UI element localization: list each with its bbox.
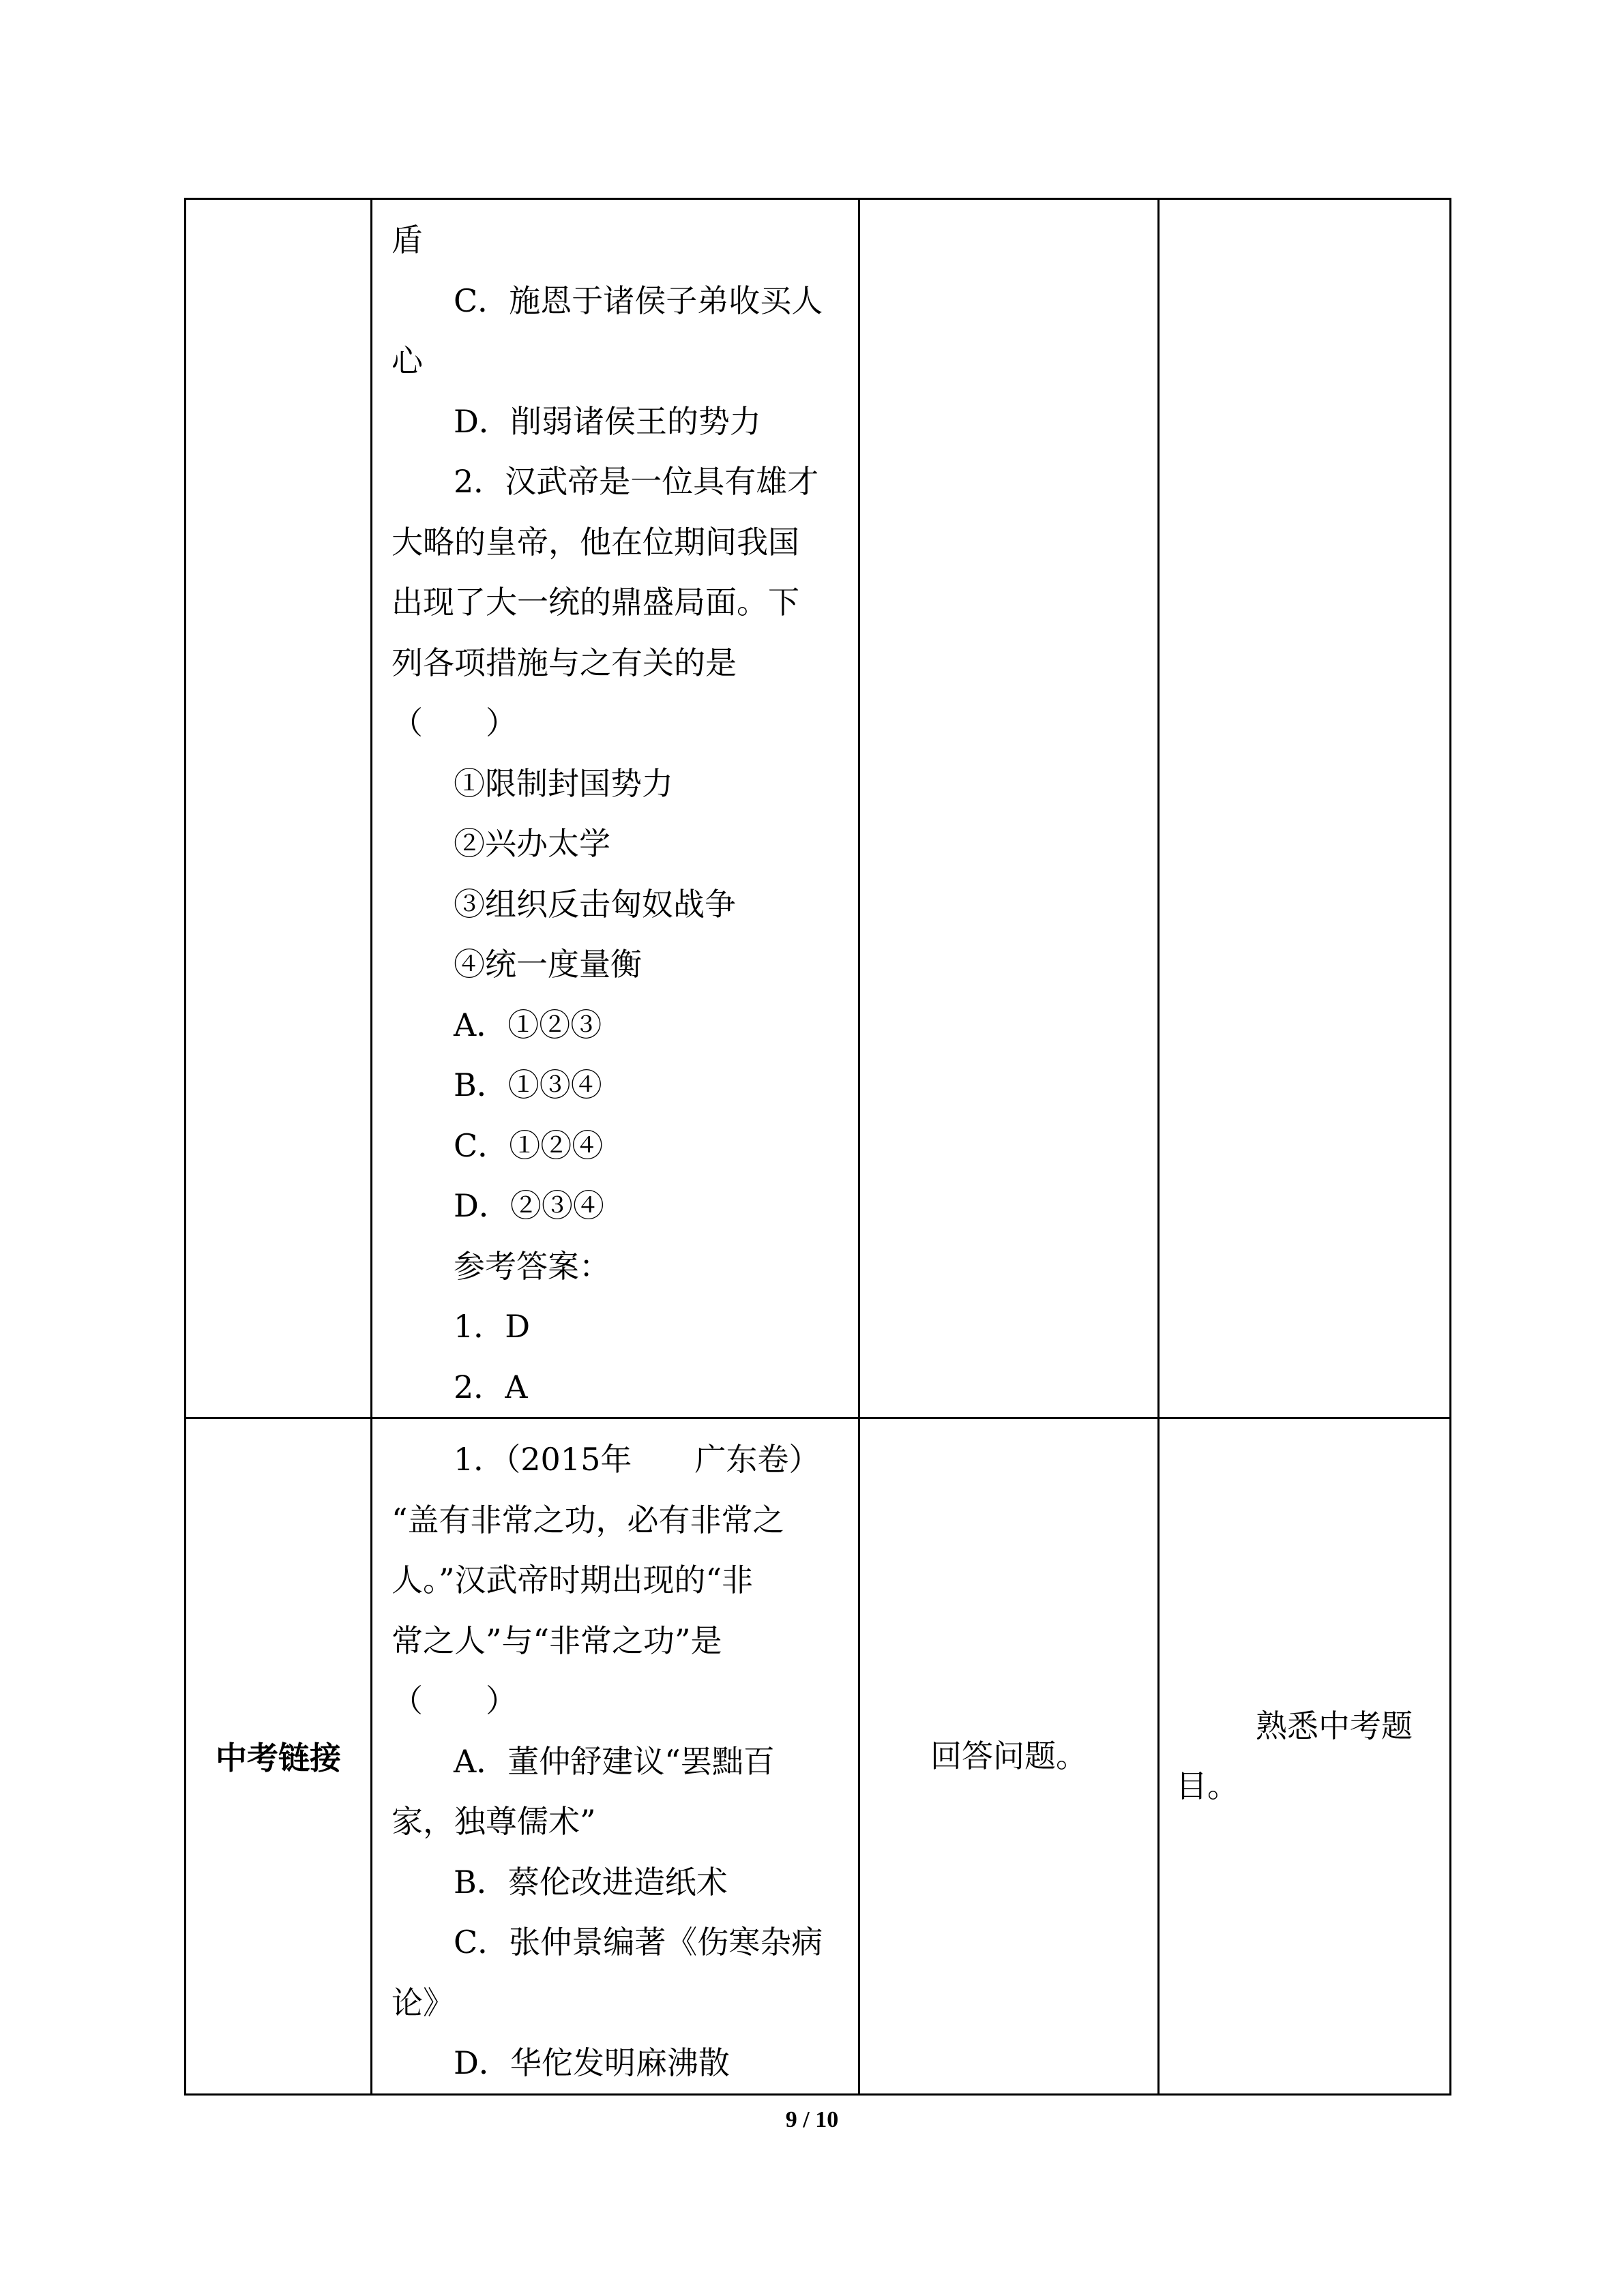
content-line: 盾 xyxy=(392,222,423,258)
content-line: 列各项措施与之有关的是 xyxy=(392,644,737,681)
content-line: D．华佗发明麻沸散 xyxy=(454,2044,730,2081)
content-line: 大略的皇帝，他在位期间我国 xyxy=(392,523,799,561)
design-intent-text: 熟悉中考题 xyxy=(1256,1707,1413,1744)
content-lines xyxy=(392,1429,838,2093)
content-line: 2．A xyxy=(454,1368,528,1405)
table-row xyxy=(186,1418,1451,2095)
content-line: 人。”汉武帝时期出现的“非 xyxy=(392,1562,754,1598)
student-activity-cell xyxy=(859,1418,1159,2095)
student-activity-cell xyxy=(859,199,1159,1418)
content-line: （ ） xyxy=(392,1682,517,1719)
content-line: A．董仲舒建议“罢黜百 xyxy=(454,1742,775,1780)
content-line: A．①②③ xyxy=(454,1006,602,1043)
content-line: 2．汉武帝是一位具有雄才 xyxy=(454,463,819,500)
content-cell xyxy=(372,199,859,1418)
content-line: D．②③④ xyxy=(454,1187,604,1224)
table-row xyxy=(186,199,1451,1418)
content-line: B．蔡伦改进造纸术 xyxy=(454,1863,728,1900)
content-line: 1．D xyxy=(454,1308,531,1345)
content-line: ③组织反击匈奴战争 xyxy=(454,885,736,923)
content-line: 论》 xyxy=(392,1984,454,2021)
content-line: ①限制封国势力 xyxy=(454,764,673,802)
student-activity-text: 回答问题。 xyxy=(930,1738,1087,1774)
section-cell xyxy=(186,199,372,1418)
content-line: C．张仲景编著《伤寒杂病 xyxy=(454,1924,823,1960)
content-line: D．削弱诸侯王的势力 xyxy=(454,402,761,440)
content-line: ④统一度量衡 xyxy=(454,946,642,983)
section-cell xyxy=(186,1418,372,2095)
content-line: 出现了大一统的鼎盛局面。下 xyxy=(392,584,799,621)
content-line: B．①③④ xyxy=(454,1067,602,1103)
page-number: 9 / 10 xyxy=(785,2107,839,2132)
content-line: “盖有非常之功，必有非常之 xyxy=(392,1501,784,1538)
content-line: 常之人”与“非常之功”是 xyxy=(392,1622,722,1659)
section-label: 中考链接 xyxy=(216,1740,341,1777)
lesson-plan-table xyxy=(184,198,1451,2096)
design-intent-cell xyxy=(1159,199,1451,1418)
content-line: C．①②④ xyxy=(454,1127,604,1164)
content-line: （ ） xyxy=(392,704,517,741)
content-cell xyxy=(372,1418,859,2095)
design-intent-cell xyxy=(1159,1418,1451,2095)
content-line: 心 xyxy=(392,342,423,379)
design-intent-text: 目。 xyxy=(1176,1768,1239,1805)
content-line: 1．（2015年 广东卷） xyxy=(454,1441,821,1478)
content-line: 家，独尊儒术” xyxy=(392,1803,596,1840)
content-line: C．施恩于诸侯子弟收买人 xyxy=(454,282,823,319)
content-line: ②兴办太学 xyxy=(454,825,610,862)
content-lines xyxy=(392,210,838,1417)
content-line: 参考答案： xyxy=(454,1247,610,1285)
